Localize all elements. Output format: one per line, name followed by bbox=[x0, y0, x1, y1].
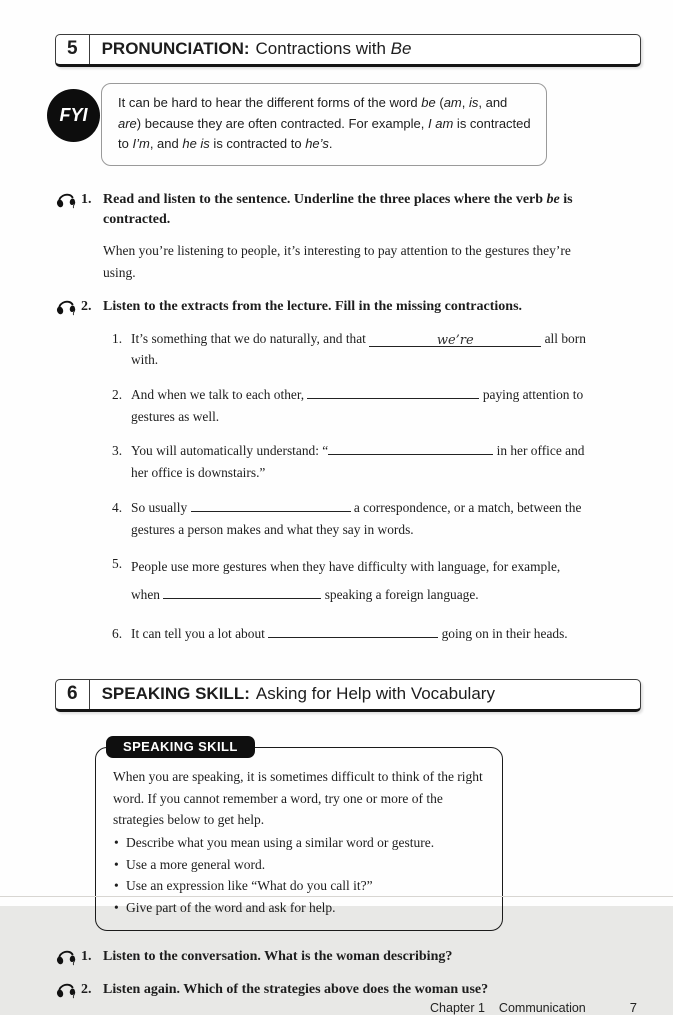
fyi-text: It can be hard to hear the different forms of the word be (am, is, and are) because they are often contracted. For example, I am is contracted to I’m, and he is is contracted to he’s. bbox=[118, 95, 531, 152]
item-number: 2. bbox=[112, 387, 123, 403]
item-number: 3. bbox=[112, 443, 123, 459]
strategy-list bbox=[113, 832, 486, 918]
item-text: And when we talk to each other, paying attention to gestures as well. bbox=[131, 384, 600, 427]
section-6-number: 6 bbox=[56, 680, 90, 709]
item-number: 4. bbox=[112, 499, 123, 515]
exercise-instruction: Listen again. Which of the strategies above does the woman use? bbox=[103, 981, 489, 997]
speaking-skill-body bbox=[95, 747, 503, 931]
strategy-item: • Use an expression like “What do you call it?” bbox=[113, 875, 486, 897]
exercise-6-2 bbox=[55, 980, 641, 1000]
section-6-title-rest: Asking for Help with Vocabulary bbox=[255, 684, 495, 704]
section-5-title bbox=[90, 35, 422, 64]
item-number: 1. bbox=[112, 330, 123, 346]
fill-in-blank[interactable] bbox=[328, 440, 493, 455]
fill-in-blank[interactable] bbox=[268, 623, 438, 638]
exercise-number: 1. bbox=[81, 191, 92, 207]
fyi-note bbox=[47, 83, 641, 166]
exercise-5-1 bbox=[55, 190, 641, 284]
page-footer bbox=[55, 1000, 641, 1015]
section-5-number: 5 bbox=[56, 35, 90, 64]
item-text: It can tell you a lot about going on in their heads. bbox=[131, 623, 600, 645]
exercise-6-1 bbox=[55, 947, 641, 967]
strategy-item: • Describe what you mean using a similar word or gesture. bbox=[113, 832, 486, 854]
fill-in-blank[interactable] bbox=[191, 497, 351, 512]
listening-sentence: When you’re listening to people, it’s interesting to pay attention to the gestures they’re using. bbox=[103, 243, 571, 280]
item-number: 5. bbox=[112, 556, 123, 572]
section-6-title bbox=[90, 680, 505, 709]
fill-in-blank[interactable] bbox=[163, 584, 321, 599]
fill-item-2 bbox=[112, 384, 600, 427]
item-text: People use more gestures when they have difficulty with language, for example, when speaking a foreign language. bbox=[131, 559, 561, 603]
item-text: So usually a correspondence, or a match, between the gestures a person makes and what they say in words. bbox=[131, 497, 600, 540]
section-5-title-rest: Contractions with Be bbox=[255, 39, 412, 58]
fill-in-items bbox=[103, 328, 600, 645]
section-5-title-label: PRONUNCIATION: bbox=[101, 39, 250, 58]
item-text: You will automatically understand: “ in her office and her office is downstairs.” bbox=[131, 440, 600, 483]
exercise-number: 1. bbox=[81, 949, 92, 965]
exercise-5-2 bbox=[55, 297, 641, 657]
footer-page-number: 7 bbox=[629, 1000, 637, 1015]
headphones-icon bbox=[55, 298, 81, 317]
headphones-icon bbox=[55, 191, 81, 210]
speaking-skill-box bbox=[95, 736, 503, 931]
item-text: It’s something that we do naturally, and that we’re all born with. bbox=[131, 330, 586, 368]
strategy-item: • Give part of the word and ask for help. bbox=[113, 897, 486, 919]
headphones-icon bbox=[55, 948, 81, 967]
exercise-instruction: Listen to the conversation. What is the woman describing? bbox=[103, 949, 453, 965]
fill-item-6 bbox=[112, 623, 600, 645]
headphones-icon bbox=[55, 981, 81, 1000]
section-6-header bbox=[55, 679, 641, 712]
item-number: 6. bbox=[112, 625, 123, 641]
exercise-instruction: Read and listen to the sentence. Underline the three places where the verb be is contracted. bbox=[103, 191, 573, 227]
strategy-item: • Use a more general word. bbox=[113, 854, 486, 876]
fyi-badge-icon: FYI bbox=[47, 89, 100, 142]
fill-item-5 bbox=[112, 553, 600, 609]
skill-intro: When you are speaking, it is sometimes difficult to think of the right word. If you cannot remember a word, try one or more of the strategies below to get help. bbox=[113, 769, 483, 828]
fill-in-blank[interactable] bbox=[369, 332, 541, 347]
fill-item-3 bbox=[112, 440, 600, 483]
footer-section-title: Communication bbox=[498, 1001, 586, 1015]
blank-answer: we’re bbox=[436, 332, 474, 348]
section-5-header bbox=[55, 34, 641, 67]
speaking-skill-tab: SPEAKING SKILL bbox=[106, 736, 255, 758]
fill-item-1 bbox=[112, 328, 600, 371]
exercise-instruction: Listen to the extracts from the lecture. Fill in the missing contractions. bbox=[103, 299, 523, 315]
fill-item-4 bbox=[112, 497, 600, 540]
section-6-title-label: SPEAKING SKILL: bbox=[101, 684, 250, 704]
fyi-box bbox=[101, 83, 547, 166]
exercise-number: 2. bbox=[81, 299, 92, 315]
footer-chapter: Chapter 1 bbox=[430, 1001, 485, 1015]
fill-in-blank[interactable] bbox=[307, 384, 479, 399]
exercise-number: 2. bbox=[81, 981, 92, 997]
